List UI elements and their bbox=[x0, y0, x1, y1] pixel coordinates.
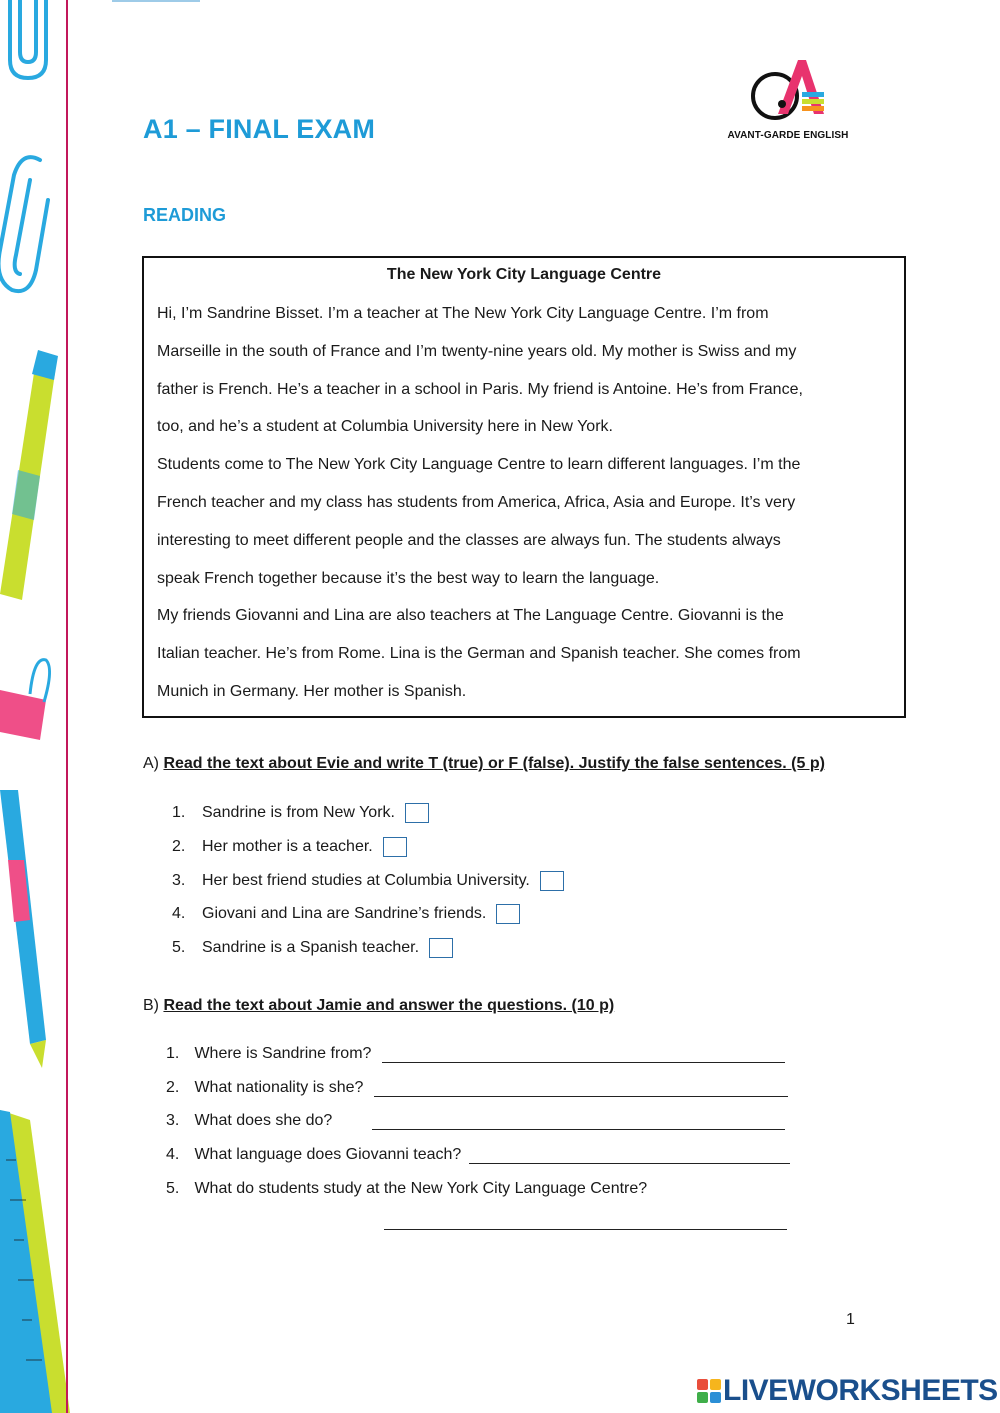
reading-passage-box bbox=[142, 256, 906, 718]
tf-answer-box-2[interactable] bbox=[383, 837, 407, 857]
question-number: 2. bbox=[166, 1079, 180, 1096]
answer-line-5[interactable] bbox=[384, 1229, 787, 1230]
avant-garde-logo-icon bbox=[718, 52, 858, 130]
tf-item bbox=[172, 837, 407, 857]
answer-line-2[interactable] bbox=[374, 1096, 788, 1097]
question-text: What language does Giovanni teach? bbox=[194, 1146, 462, 1163]
item-text: Sandrine is a Spanish teacher. bbox=[202, 939, 420, 956]
tf-item bbox=[172, 803, 429, 823]
part-a-prefix: A) bbox=[143, 755, 159, 772]
passage-text bbox=[157, 295, 803, 711]
part-a-instruction bbox=[143, 755, 825, 773]
paperclip-icon bbox=[0, 157, 48, 291]
section-title: READING bbox=[143, 205, 227, 225]
tf-answer-box-5[interactable] bbox=[429, 938, 453, 958]
item-text: Sandrine is from New York. bbox=[202, 804, 395, 821]
part-b-prefix: B) bbox=[143, 997, 159, 1014]
binder-clip-icon bbox=[0, 660, 50, 740]
question-item bbox=[166, 1180, 647, 1198]
question-number: 1. bbox=[166, 1045, 180, 1062]
item-number: 2. bbox=[172, 838, 186, 855]
ruler-icon bbox=[0, 1110, 70, 1413]
item-number: 4. bbox=[172, 905, 186, 922]
part-a-instruction-text: Read the text about Evie and write T (true) or F (false). Justify the false sentences. (5 p) bbox=[163, 755, 825, 772]
tf-answer-box-4[interactable] bbox=[496, 904, 520, 924]
highlighter-icon bbox=[0, 350, 58, 600]
passage-line: interesting to meet different people and the classes are always fun. The students always bbox=[157, 531, 781, 549]
item-number: 3. bbox=[172, 872, 186, 889]
liveworksheets-logo-icon bbox=[697, 1379, 721, 1403]
question-text: What do students study at the New York City Language Centre? bbox=[194, 1180, 648, 1197]
question-number: 3. bbox=[166, 1112, 180, 1129]
passage-line: Italian teacher. He’s from Rome. Lina is the German and Spanish teacher. She comes from bbox=[157, 645, 801, 663]
passage-line: Munich in Germany. Her mother is Spanish. bbox=[157, 682, 467, 700]
answer-line-3[interactable] bbox=[372, 1129, 785, 1130]
question-item bbox=[166, 1146, 461, 1164]
passage-line: Students come to The New York City Language Centre to learn different languages. I’m the bbox=[157, 456, 801, 474]
question-text: What nationality is she? bbox=[194, 1079, 364, 1096]
page-number: 1 bbox=[846, 1311, 855, 1328]
passage-line: speak French together because it’s the best way to learn the language. bbox=[157, 569, 660, 587]
item-text: Her best friend studies at Columbia University. bbox=[202, 872, 530, 889]
question-text: What does she do? bbox=[194, 1112, 333, 1129]
passage-line: Hi, I’m Sandrine Bisset. I’m a teacher at The New York City Language Centre. I’m from bbox=[157, 305, 769, 322]
tf-answer-box-3[interactable] bbox=[540, 871, 564, 891]
brand-name: AVANT-GARDE ENGLISH bbox=[727, 130, 849, 141]
answer-line-4[interactable] bbox=[469, 1163, 790, 1164]
paperclip-icon bbox=[10, 0, 46, 78]
part-b-instruction-text: Read the text about Jamie and answer the questions. (10 p) bbox=[163, 997, 615, 1014]
liveworksheets-brand: LIVEWORKSHEETS bbox=[723, 1374, 998, 1407]
passage-title: The New York City Language Centre bbox=[386, 266, 662, 283]
pen-icon bbox=[0, 790, 46, 1068]
tf-item bbox=[172, 938, 453, 958]
question-number: 5. bbox=[166, 1180, 180, 1197]
margin-line bbox=[66, 0, 68, 1413]
passage-line: too, and he’s a student at Columbia University here in New York. bbox=[157, 418, 613, 436]
item-number: 5. bbox=[172, 939, 186, 956]
liveworksheets-footer[interactable] bbox=[697, 1374, 998, 1408]
item-number: 1. bbox=[172, 804, 186, 821]
question-item bbox=[166, 1112, 332, 1130]
passage-line: French teacher and my class has students from America, Africa, Asia and Europe. It’s very bbox=[157, 493, 796, 511]
question-number: 4. bbox=[166, 1146, 180, 1163]
tf-answer-box-1[interactable] bbox=[405, 803, 429, 823]
question-text: Where is Sandrine from? bbox=[194, 1045, 372, 1062]
item-text: Giovani and Lina are Sandrine’s friends. bbox=[202, 905, 487, 922]
page-title: A1 – FINAL EXAM bbox=[143, 114, 376, 144]
decorative-stationery-border bbox=[0, 0, 70, 1413]
top-divider bbox=[112, 0, 200, 2]
answer-line-1[interactable] bbox=[382, 1062, 785, 1063]
item-text: Her mother is a teacher. bbox=[202, 838, 373, 855]
brand-logo bbox=[718, 52, 858, 147]
part-b-instruction bbox=[143, 997, 614, 1015]
question-item bbox=[166, 1079, 363, 1097]
passage-line: father is French. He’s a teacher in a school in Paris. My friend is Antoine. He’s from France, bbox=[157, 380, 803, 398]
tf-item bbox=[172, 871, 564, 891]
question-item bbox=[166, 1045, 371, 1063]
tf-item bbox=[172, 904, 520, 924]
passage-line: My friends Giovanni and Lina are also teachers at The Language Centre. Giovanni is the bbox=[157, 607, 784, 625]
passage-line: Marseille in the south of France and I’m twenty-nine years old. My mother is Swiss and my bbox=[157, 342, 797, 360]
